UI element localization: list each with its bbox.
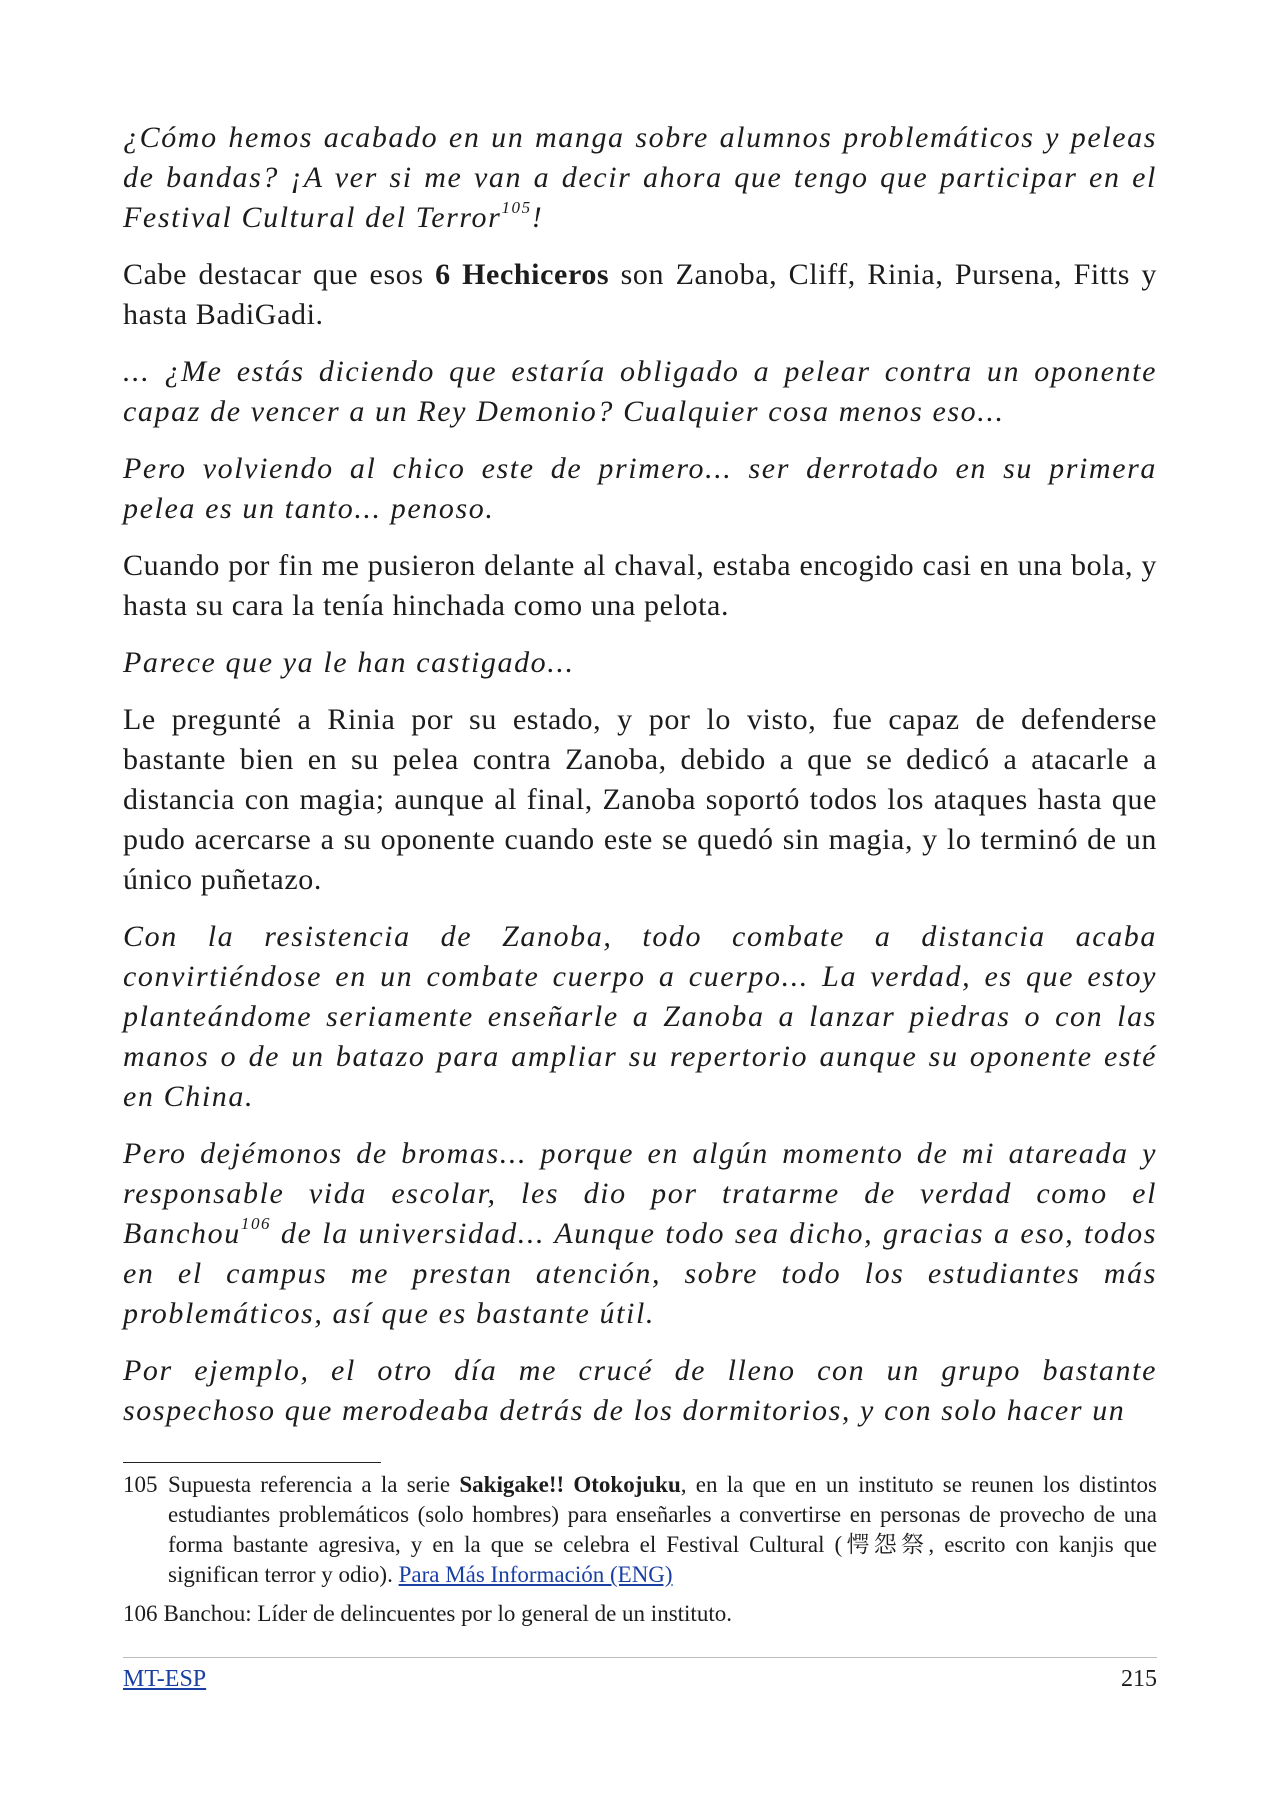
paragraph-6: Parece que ya le han castigado... bbox=[123, 646, 575, 679]
page-body bbox=[123, 118, 1157, 1448]
paragraph-2-text: Cabe destacar que esos bbox=[123, 258, 436, 291]
paragraph-4: Pero volviendo al chico este de primero... ser derrotado en su primera pelea es un tanto... penoso. bbox=[123, 452, 1157, 525]
footnote-text bbox=[168, 1470, 1157, 1590]
footnote-105 bbox=[123, 1470, 1157, 1590]
page-footer bbox=[123, 1657, 1157, 1694]
page-number: 215 bbox=[1121, 1666, 1157, 1692]
footnote-106 bbox=[123, 1599, 1157, 1629]
paragraph-2 bbox=[123, 255, 1157, 335]
footnotes bbox=[123, 1462, 1157, 1638]
paragraph-3: ... ¿Me estás diciendo que estaría obligado a pelear contra un oponente capaz de vencer a un Rey Demonio? Cualquier cosa menos eso... bbox=[123, 355, 1157, 428]
paragraph-1-text: ¿Cómo hemos acabado en un manga sobre alumnos problemáticos y peleas de bandas? ¡A ver si me van a decir ahora que tengo que participar en el Festival Cultural del Terror bbox=[123, 121, 1157, 234]
paragraph-2-bold: 6 Hechiceros bbox=[435, 258, 610, 291]
paragraph-9-tail: de la universidad... Aunque todo sea dicho, gracias a eso, todos en el campus me prestan atención, sobre todo los estudiantes más problemáticos, así que es bastante útil. bbox=[123, 1217, 1157, 1330]
paragraph-8: Con la resistencia de Zanoba, todo combate a distancia acaba convirtiéndose en un combate cuerpo a cuerpo... La verdad, es que estoy planteándome seriamente enseñarle a Zanoba a lanzar piedras o con las manos o de un batazo para ampliar su repertorio aunque su oponente esté en China. bbox=[123, 920, 1157, 1113]
paragraph-10: Por ejemplo, el otro día me crucé de lleno con un grupo bastante sospechoso que merodeaba detrás de los dormitorios, y con solo hacer un bbox=[123, 1354, 1157, 1427]
footer-site-link[interactable]: MT-ESP bbox=[123, 1666, 207, 1692]
paragraph-1-tail: ! bbox=[531, 201, 544, 234]
footnote-divider bbox=[123, 1462, 381, 1463]
footnote-number: 106 bbox=[123, 1601, 158, 1626]
paragraph-9-text: Pero dejémonos de bromas... porque en algún momento de mi atareada y responsable vida escolar, les dio por tratarme de verdad como el Banchou bbox=[123, 1137, 1157, 1250]
paragraph-9 bbox=[123, 1134, 1157, 1334]
paragraph-2-tail: son Zanoba, Cliff, Rinia, Pursena, Fitts y hasta BadiGadi. bbox=[123, 258, 1158, 331]
footnote-105-bold: Sakigake!! Otokojuku bbox=[459, 1472, 681, 1497]
footnote-105-tail: , en la que en un instituto se reunen los distintos estudiantes problemáticos (solo hombres) para enseñarles a convertirse en personas de provecho de una forma bastante agresiva, y en la que se celebra el Festival Cultural (愕怨祭, escrito con kanjis que significan terror y odio). bbox=[168, 1472, 1158, 1587]
footnote-number: 105 bbox=[123, 1472, 158, 1497]
paragraph-1 bbox=[123, 118, 1157, 238]
paragraph-5: Cuando por fin me pusieron delante al chaval, estaba encogido casi en una bola, y hasta su cara la tenía hinchada como una pelota. bbox=[123, 549, 1157, 622]
paragraph-7: Le pregunté a Rinia por su estado, y por lo visto, fue capaz de defenderse bastante bien en su pelea contra Zanoba, debido a que se dedicó a atacarle a distancia con magia; aunque al final, Zanoba soportó todos los ataques hasta que pudo acercarse a su oponente cuando este se quedó sin magia, y lo terminó de un único puñetazo. bbox=[123, 703, 1157, 896]
footnote-ref-105[interactable]: 105 bbox=[501, 198, 532, 217]
footnote-text: Banchou: Líder de delincuentes por lo general de un instituto. bbox=[163, 1601, 732, 1626]
more-info-link[interactable]: Para Más Información (ENG) bbox=[398, 1562, 673, 1587]
footnote-ref-106[interactable]: 106 bbox=[240, 1214, 272, 1233]
footnote-105-text: Supuesta referencia a la serie bbox=[168, 1472, 460, 1497]
